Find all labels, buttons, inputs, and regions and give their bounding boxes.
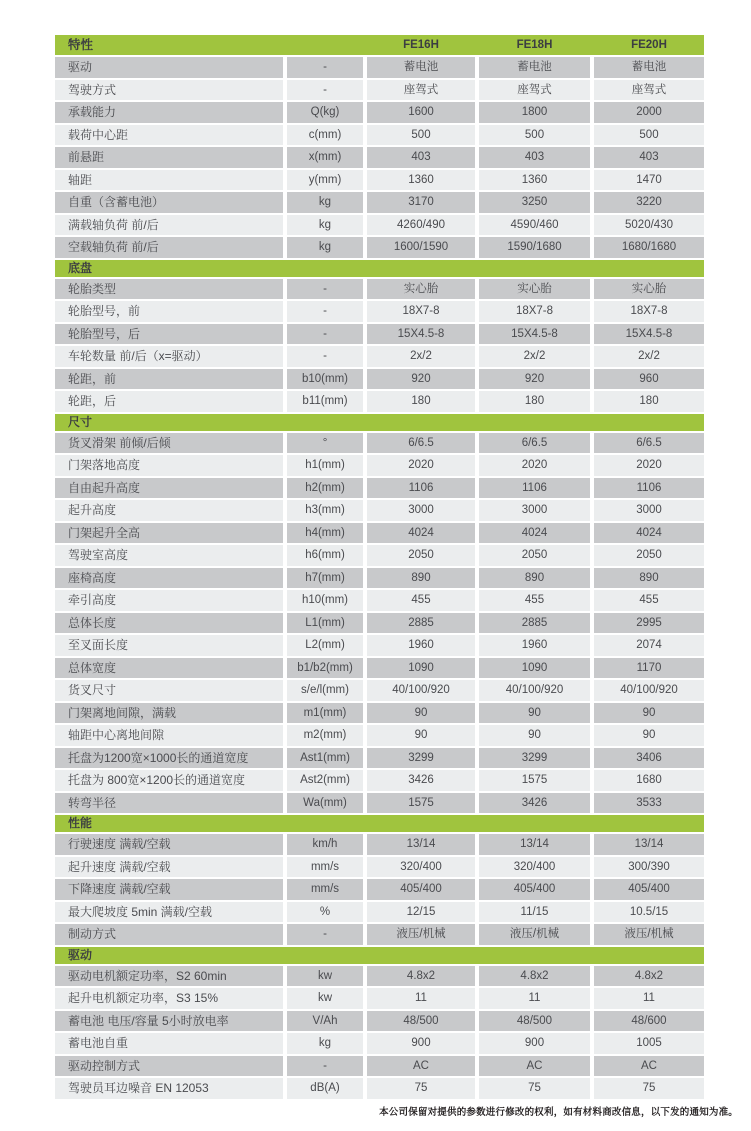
header-model-fe16h: FE16H bbox=[403, 39, 439, 51]
spec-value-cell: 蓄电池 bbox=[479, 57, 590, 78]
spec-label-cell: 总体宽度 bbox=[55, 658, 283, 679]
spec-unit-cell: - bbox=[287, 346, 363, 367]
spec-value-cell: 1575 bbox=[479, 770, 590, 791]
table-row bbox=[55, 988, 704, 1009]
spec-label-cell: 最大爬坡度 5min 满载/空载 bbox=[55, 902, 283, 923]
spec-unit-cell: b10(mm) bbox=[287, 369, 363, 390]
spec-value-cell: 455 bbox=[479, 590, 590, 611]
section-header-performance: 性能 bbox=[55, 815, 704, 832]
spec-value-cell: 2x/2 bbox=[367, 346, 475, 367]
spec-value-cell: 1090 bbox=[367, 658, 475, 679]
table-row bbox=[55, 725, 704, 746]
spec-value-cell: 液压/机械 bbox=[594, 924, 704, 945]
table-row bbox=[55, 455, 704, 476]
spec-label-cell: 驾驶员耳边噪音 EN 12053 bbox=[55, 1078, 283, 1099]
spec-unit-cell: L1(mm) bbox=[287, 613, 363, 634]
spec-label-cell: 空载轴负荷 前/后 bbox=[55, 237, 283, 258]
spec-value-cell: 1005 bbox=[594, 1033, 704, 1054]
table-body bbox=[55, 57, 704, 1099]
spec-value-cell: 500 bbox=[594, 125, 704, 146]
table-row bbox=[55, 301, 704, 322]
spec-value-cell: 403 bbox=[479, 147, 590, 168]
spec-value-cell: 4260/490 bbox=[367, 215, 475, 236]
spec-label-cell: 自由起升高度 bbox=[55, 478, 283, 499]
spec-value-cell: 4.8x2 bbox=[367, 966, 475, 987]
spec-value-cell: 4590/460 bbox=[479, 215, 590, 236]
spec-unit-cell: Wa(mm) bbox=[287, 793, 363, 814]
spec-value-cell: 2074 bbox=[594, 635, 704, 656]
spec-value-cell: 实心胎 bbox=[594, 279, 704, 300]
spec-label-cell: 轮胎类型 bbox=[55, 279, 283, 300]
spec-value-cell: 180 bbox=[479, 391, 590, 412]
spec-unit-cell: - bbox=[287, 924, 363, 945]
spec-value-cell: 3299 bbox=[367, 748, 475, 769]
table-row bbox=[55, 391, 704, 412]
spec-unit-cell: c(mm) bbox=[287, 125, 363, 146]
spec-value-cell: 蓄电池 bbox=[594, 57, 704, 78]
spec-unit-cell: s/e/l(mm) bbox=[287, 680, 363, 701]
spec-value-cell: 90 bbox=[479, 703, 590, 724]
table-row bbox=[55, 102, 704, 123]
spec-value-cell: 90 bbox=[479, 725, 590, 746]
spec-value-cell: 3000 bbox=[367, 500, 475, 521]
spec-label-cell: 轴距中心离地间隙 bbox=[55, 725, 283, 746]
spec-value-cell: 10.5/15 bbox=[594, 902, 704, 923]
spec-value-cell: 90 bbox=[594, 703, 704, 724]
spec-value-cell: 实心胎 bbox=[479, 279, 590, 300]
spec-unit-cell: dB(A) bbox=[287, 1078, 363, 1099]
table-row bbox=[55, 170, 704, 191]
spec-label-cell: 起升高度 bbox=[55, 500, 283, 521]
spec-unit-cell: - bbox=[287, 279, 363, 300]
spec-value-cell: 75 bbox=[594, 1078, 704, 1099]
spec-unit-cell: b1/b2(mm) bbox=[287, 658, 363, 679]
spec-value-cell: 液压/机械 bbox=[479, 924, 590, 945]
table-row bbox=[55, 346, 704, 367]
spec-value-cell: 75 bbox=[367, 1078, 475, 1099]
table-row bbox=[55, 748, 704, 769]
spec-unit-cell: kg bbox=[287, 215, 363, 236]
spec-value-cell: 11/15 bbox=[479, 902, 590, 923]
spec-unit-cell: h1(mm) bbox=[287, 455, 363, 476]
table-row bbox=[55, 834, 704, 855]
table-row bbox=[55, 590, 704, 611]
spec-value-cell: 890 bbox=[367, 568, 475, 589]
spec-label-cell: 起升电机额定功率，S3 15% bbox=[55, 988, 283, 1009]
header-unit-cell bbox=[287, 35, 363, 55]
table-row bbox=[55, 613, 704, 634]
spec-unit-cell: h4(mm) bbox=[287, 523, 363, 544]
header-feature-label: 特性 bbox=[68, 38, 94, 52]
spec-label-cell: 载荷中心距 bbox=[55, 125, 283, 146]
spec-value-cell: 座驾式 bbox=[594, 80, 704, 101]
spec-value-cell: 1106 bbox=[367, 478, 475, 499]
table-row bbox=[55, 924, 704, 945]
spec-label-cell: 转弯半径 bbox=[55, 793, 283, 814]
spec-value-cell: 40/100/920 bbox=[594, 680, 704, 701]
spec-value-cell: 900 bbox=[479, 1033, 590, 1054]
spec-value-cell: 320/400 bbox=[367, 857, 475, 878]
spec-label-cell: 座椅高度 bbox=[55, 568, 283, 589]
spec-label-cell: 驱动控制方式 bbox=[55, 1056, 283, 1077]
spec-value-cell: 403 bbox=[594, 147, 704, 168]
spec-value-cell: 3170 bbox=[367, 192, 475, 213]
spec-value-cell: 11 bbox=[367, 988, 475, 1009]
table-header-row bbox=[55, 35, 704, 55]
table-row bbox=[55, 902, 704, 923]
spec-value-cell: 960 bbox=[594, 369, 704, 390]
spec-label-cell: 前悬距 bbox=[55, 147, 283, 168]
spec-unit-cell: km/h bbox=[287, 834, 363, 855]
spec-value-cell: 40/100/920 bbox=[479, 680, 590, 701]
spec-value-cell: 3406 bbox=[594, 748, 704, 769]
spec-value-cell: AC bbox=[594, 1056, 704, 1077]
spec-value-cell: 1680/1680 bbox=[594, 237, 704, 258]
table-row bbox=[55, 703, 704, 724]
spec-value-cell: 500 bbox=[367, 125, 475, 146]
spec-unit-cell: m2(mm) bbox=[287, 725, 363, 746]
spec-unit-cell: - bbox=[287, 80, 363, 101]
spec-label-cell: 起升速度 满载/空载 bbox=[55, 857, 283, 878]
table-row bbox=[55, 500, 704, 521]
spec-label-cell: 门架离地间隙，满载 bbox=[55, 703, 283, 724]
spec-value-cell: 48/500 bbox=[479, 1011, 590, 1032]
spec-label-cell: 轴距 bbox=[55, 170, 283, 191]
spec-value-cell: 890 bbox=[479, 568, 590, 589]
spec-value-cell: 48/600 bbox=[594, 1011, 704, 1032]
spec-value-cell: 座驾式 bbox=[367, 80, 475, 101]
spec-value-cell: 11 bbox=[594, 988, 704, 1009]
spec-value-cell: 13/14 bbox=[367, 834, 475, 855]
spec-unit-cell: b11(mm) bbox=[287, 391, 363, 412]
table-row bbox=[55, 192, 704, 213]
spec-value-cell: 3000 bbox=[594, 500, 704, 521]
spec-unit-cell: - bbox=[287, 57, 363, 78]
spec-value-cell: 1170 bbox=[594, 658, 704, 679]
spec-value-cell: 40/100/920 bbox=[367, 680, 475, 701]
spec-value-cell: 3000 bbox=[479, 500, 590, 521]
spec-unit-cell: kw bbox=[287, 988, 363, 1009]
table-row bbox=[55, 369, 704, 390]
spec-value-cell: 320/400 bbox=[479, 857, 590, 878]
spec-value-cell: 405/400 bbox=[479, 879, 590, 900]
spec-unit-cell: L2(mm) bbox=[287, 635, 363, 656]
table-row bbox=[55, 1056, 704, 1077]
spec-value-cell: 1960 bbox=[479, 635, 590, 656]
header-model-fe18h: FE18H bbox=[516, 39, 553, 51]
spec-label-cell: 驱动 bbox=[55, 57, 283, 78]
header-model-fe20h: FE20H bbox=[631, 39, 667, 51]
spec-label-cell: 轮距，前 bbox=[55, 369, 283, 390]
spec-value-cell: 实心胎 bbox=[367, 279, 475, 300]
spec-value-cell: 3299 bbox=[479, 748, 590, 769]
table-row bbox=[55, 147, 704, 168]
spec-value-cell: 405/400 bbox=[594, 879, 704, 900]
table-row bbox=[55, 857, 704, 878]
spec-value-cell: 2x/2 bbox=[594, 346, 704, 367]
spec-value-cell: 500 bbox=[479, 125, 590, 146]
spec-value-cell: 4024 bbox=[594, 523, 704, 544]
spec-unit-cell: kg bbox=[287, 192, 363, 213]
table-row bbox=[55, 1033, 704, 1054]
table-row bbox=[55, 635, 704, 656]
spec-value-cell: 2050 bbox=[594, 545, 704, 566]
table-row bbox=[55, 680, 704, 701]
spec-value-cell: AC bbox=[479, 1056, 590, 1077]
section-header-drive: 驱动 bbox=[55, 947, 704, 964]
spec-unit-cell: - bbox=[287, 1056, 363, 1077]
spec-value-cell: 3426 bbox=[367, 770, 475, 791]
spec-unit-cell: % bbox=[287, 902, 363, 923]
section-header-dimensions: 尺寸 bbox=[55, 414, 704, 431]
spec-value-cell: 1575 bbox=[367, 793, 475, 814]
spec-label-cell: 满载轴负荷 前/后 bbox=[55, 215, 283, 236]
spec-value-cell: 2050 bbox=[479, 545, 590, 566]
spec-value-cell: 1360 bbox=[367, 170, 475, 191]
spec-value-cell: 12/15 bbox=[367, 902, 475, 923]
spec-unit-cell: h6(mm) bbox=[287, 545, 363, 566]
spec-unit-cell: h2(mm) bbox=[287, 478, 363, 499]
spec-unit-cell: h7(mm) bbox=[287, 568, 363, 589]
spec-value-cell: 15X4.5-8 bbox=[367, 324, 475, 345]
spec-unit-cell: y(mm) bbox=[287, 170, 363, 191]
spec-label-cell: 驾驶室高度 bbox=[55, 545, 283, 566]
spec-value-cell: 2020 bbox=[367, 455, 475, 476]
spec-value-cell: 18X7-8 bbox=[367, 301, 475, 322]
spec-label-cell: 至叉面长度 bbox=[55, 635, 283, 656]
table-row bbox=[55, 568, 704, 589]
spec-label-cell: 轮胎型号，前 bbox=[55, 301, 283, 322]
spec-value-cell: 2020 bbox=[594, 455, 704, 476]
spec-unit-cell: - bbox=[287, 324, 363, 345]
spec-unit-cell: x(mm) bbox=[287, 147, 363, 168]
spec-label-cell: 承载能力 bbox=[55, 102, 283, 123]
spec-value-cell: 液压/机械 bbox=[367, 924, 475, 945]
spec-value-cell: 180 bbox=[367, 391, 475, 412]
spec-value-cell: 2050 bbox=[367, 545, 475, 566]
spec-value-cell: 15X4.5-8 bbox=[479, 324, 590, 345]
spec-value-cell: 455 bbox=[594, 590, 704, 611]
spec-value-cell: 6/6.5 bbox=[479, 433, 590, 454]
spec-value-cell: 1106 bbox=[479, 478, 590, 499]
spec-value-cell: 75 bbox=[479, 1078, 590, 1099]
spec-value-cell: 18X7-8 bbox=[594, 301, 704, 322]
table-row bbox=[55, 324, 704, 345]
table-row bbox=[55, 80, 704, 101]
table-row bbox=[55, 545, 704, 566]
spec-value-cell: 920 bbox=[479, 369, 590, 390]
table-row bbox=[55, 523, 704, 544]
spec-value-cell: 2x/2 bbox=[479, 346, 590, 367]
table-row bbox=[55, 879, 704, 900]
spec-label-cell: 货叉尺寸 bbox=[55, 680, 283, 701]
spec-value-cell: 4.8x2 bbox=[479, 966, 590, 987]
spec-value-cell: 890 bbox=[594, 568, 704, 589]
spec-label-cell: 货叉滑架 前倾/后倾 bbox=[55, 433, 283, 454]
spec-label-cell: 下降速度 满载/空载 bbox=[55, 879, 283, 900]
spec-label-cell: 自重（含蓄电池） bbox=[55, 192, 283, 213]
spec-value-cell: 2020 bbox=[479, 455, 590, 476]
spec-value-cell: 90 bbox=[367, 703, 475, 724]
spec-value-cell: 座驾式 bbox=[479, 80, 590, 101]
spec-value-cell: 300/390 bbox=[594, 857, 704, 878]
spec-value-cell: 5020/430 bbox=[594, 215, 704, 236]
spec-value-cell: 3426 bbox=[479, 793, 590, 814]
spec-label-cell: 蓄电池 电压/容量 5小时放电率 bbox=[55, 1011, 283, 1032]
spec-label-cell: 蓄电池自重 bbox=[55, 1033, 283, 1054]
spec-unit-cell: V/Ah bbox=[287, 1011, 363, 1032]
spec-unit-cell: kg bbox=[287, 1033, 363, 1054]
table-row bbox=[55, 433, 704, 454]
spec-unit-cell: mm/s bbox=[287, 857, 363, 878]
spec-value-cell: 6/6.5 bbox=[367, 433, 475, 454]
spec-value-cell: 13/14 bbox=[594, 834, 704, 855]
spec-unit-cell: h3(mm) bbox=[287, 500, 363, 521]
section-header-chassis: 底盘 bbox=[55, 260, 704, 277]
spec-value-cell: 蓄电池 bbox=[367, 57, 475, 78]
table-row bbox=[55, 478, 704, 499]
table-row bbox=[55, 57, 704, 78]
table-row bbox=[55, 966, 704, 987]
spec-value-cell: 1470 bbox=[594, 170, 704, 191]
table-row bbox=[55, 237, 704, 258]
spec-value-cell: 180 bbox=[594, 391, 704, 412]
spec-unit-cell: mm/s bbox=[287, 879, 363, 900]
spec-value-cell: 1680 bbox=[594, 770, 704, 791]
spec-value-cell: AC bbox=[367, 1056, 475, 1077]
spec-label-cell: 总体长度 bbox=[55, 613, 283, 634]
spec-unit-cell: m1(mm) bbox=[287, 703, 363, 724]
spec-unit-cell: kg bbox=[287, 237, 363, 258]
table-row bbox=[55, 770, 704, 791]
spec-unit-cell: - bbox=[287, 301, 363, 322]
spec-value-cell: 18X7-8 bbox=[479, 301, 590, 322]
spec-label-cell: 牵引高度 bbox=[55, 590, 283, 611]
spec-value-cell: 455 bbox=[367, 590, 475, 611]
spec-value-cell: 1600 bbox=[367, 102, 475, 123]
spec-value-cell: 15X4.5-8 bbox=[594, 324, 704, 345]
spec-unit-cell: ° bbox=[287, 433, 363, 454]
spec-label-cell: 轮距，后 bbox=[55, 391, 283, 412]
spec-table bbox=[55, 35, 704, 1101]
spec-value-cell: 90 bbox=[594, 725, 704, 746]
spec-value-cell: 2885 bbox=[367, 613, 475, 634]
spec-unit-cell: Ast1(mm) bbox=[287, 748, 363, 769]
spec-value-cell: 1960 bbox=[367, 635, 475, 656]
spec-unit-cell: Q(kg) bbox=[287, 102, 363, 123]
spec-label-cell: 制动方式 bbox=[55, 924, 283, 945]
table-row bbox=[55, 1078, 704, 1099]
table-row bbox=[55, 279, 704, 300]
spec-value-cell: 920 bbox=[367, 369, 475, 390]
spec-value-cell: 3250 bbox=[479, 192, 590, 213]
spec-value-cell: 11 bbox=[479, 988, 590, 1009]
spec-unit-cell: kw bbox=[287, 966, 363, 987]
spec-label-cell: 托盘为1200宽×1000长的通道宽度 bbox=[55, 748, 283, 769]
spec-value-cell: 6/6.5 bbox=[594, 433, 704, 454]
table-row bbox=[55, 1011, 704, 1032]
spec-value-cell: 1090 bbox=[479, 658, 590, 679]
spec-value-cell: 2000 bbox=[594, 102, 704, 123]
spec-value-cell: 3220 bbox=[594, 192, 704, 213]
spec-label-cell: 托盘为 800宽×1200长的通道宽度 bbox=[55, 770, 283, 791]
spec-value-cell: 2885 bbox=[479, 613, 590, 634]
spec-label-cell: 车轮数量 前/后（x=驱动） bbox=[55, 346, 283, 367]
spec-value-cell: 900 bbox=[367, 1033, 475, 1054]
spec-value-cell: 13/14 bbox=[479, 834, 590, 855]
spec-value-cell: 1800 bbox=[479, 102, 590, 123]
spec-value-cell: 1600/1590 bbox=[367, 237, 475, 258]
spec-value-cell: 1590/1680 bbox=[479, 237, 590, 258]
table-row bbox=[55, 793, 704, 814]
spec-value-cell: 3533 bbox=[594, 793, 704, 814]
disclaimer-note: 本公司保留对提供的参数进行修改的权利，如有材料商改信息，以下发的通知为准。 bbox=[379, 1107, 738, 1118]
table-row bbox=[55, 215, 704, 236]
spec-label-cell: 门架起升全高 bbox=[55, 523, 283, 544]
spec-label-cell: 驱动电机额定功率，S2 60min bbox=[55, 966, 283, 987]
spec-value-cell: 405/400 bbox=[367, 879, 475, 900]
spec-label-cell: 轮胎型号，后 bbox=[55, 324, 283, 345]
spec-value-cell: 4024 bbox=[367, 523, 475, 544]
spec-value-cell: 4024 bbox=[479, 523, 590, 544]
spec-value-cell: 48/500 bbox=[367, 1011, 475, 1032]
spec-label-cell: 驾驶方式 bbox=[55, 80, 283, 101]
spec-value-cell: 4.8x2 bbox=[594, 966, 704, 987]
spec-value-cell: 1360 bbox=[479, 170, 590, 191]
spec-unit-cell: Ast2(mm) bbox=[287, 770, 363, 791]
spec-value-cell: 1106 bbox=[594, 478, 704, 499]
spec-label-cell: 门架落地高度 bbox=[55, 455, 283, 476]
table-row bbox=[55, 658, 704, 679]
spec-value-cell: 90 bbox=[367, 725, 475, 746]
spec-value-cell: 2995 bbox=[594, 613, 704, 634]
spec-unit-cell: h10(mm) bbox=[287, 590, 363, 611]
table-row bbox=[55, 125, 704, 146]
spec-label-cell: 行驶速度 满载/空载 bbox=[55, 834, 283, 855]
spec-value-cell: 403 bbox=[367, 147, 475, 168]
